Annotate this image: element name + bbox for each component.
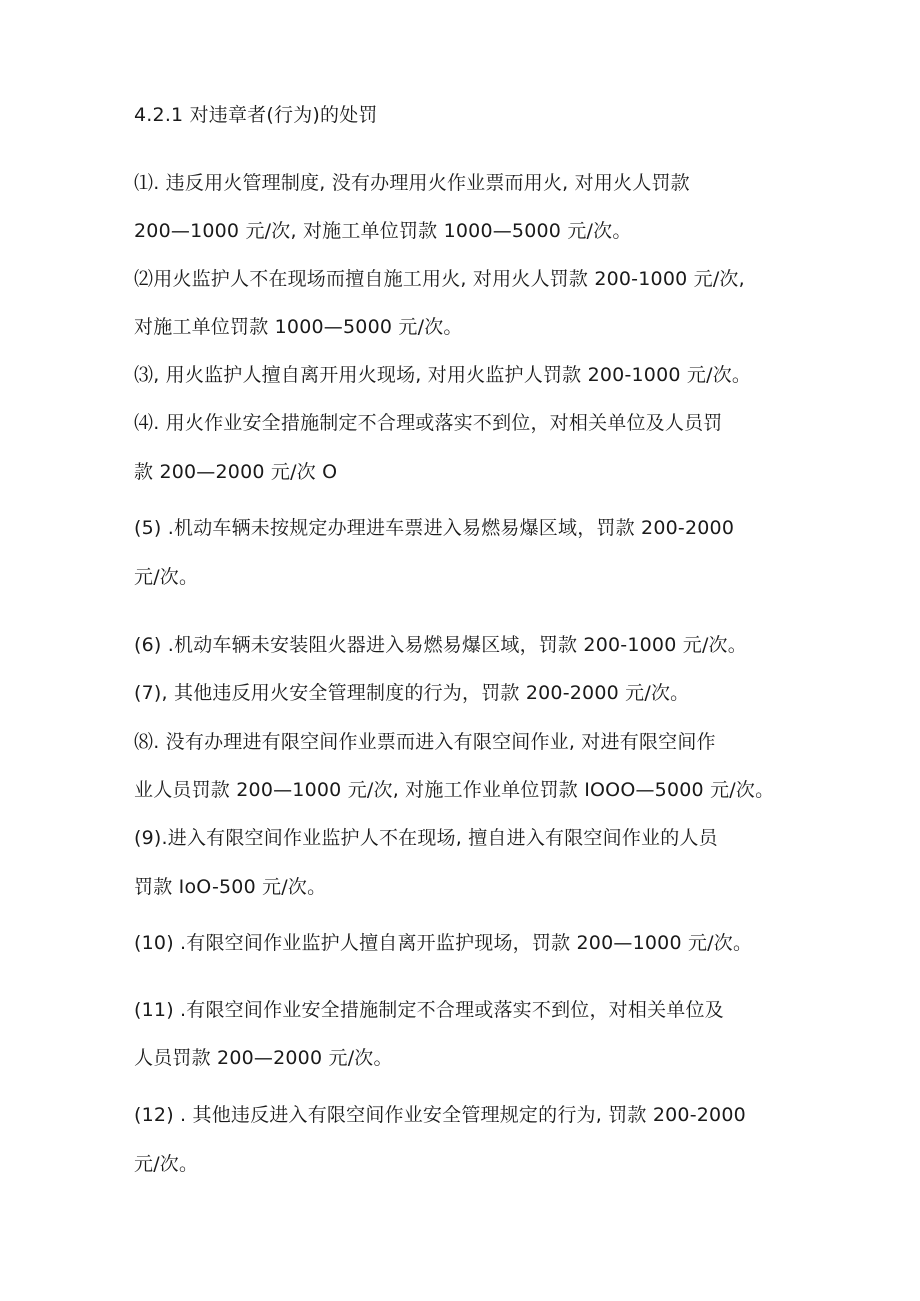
- paragraph-1-line-1: ⑴. 违反用火管理制度, 没有办理用火作业票而用火, 对用火人罚款: [134, 172, 690, 194]
- paragraph-6-line-1: (6) .机动车辆未安装阻火器进入易燃易爆区域，罚款 200-1000 元/次。: [134, 634, 747, 656]
- paragraph-2-line-2: 对施工单位罚款 1000—5000 元/次。: [134, 316, 463, 338]
- paragraph-9-line-1: (9).进入有限空间作业监护人不在现场, 擅自进入有限空间作业的人员: [134, 827, 718, 849]
- paragraph-10-line-1: (10) .有限空间作业监护人擅自离开监护现场，罚款 200—1000 元/次。: [134, 932, 753, 954]
- paragraph-5-line-1: (5) .机动车辆未按规定办理进车票进入易燃易爆区域，罚款 200-2000: [134, 517, 735, 539]
- section-heading: 4.2.1 对违章者(行为)的处罚: [134, 104, 378, 126]
- paragraph-12-line-1: (12) . 其他违反进入有限空间作业安全管理规定的行为, 罚款 200-2000: [134, 1104, 746, 1126]
- paragraph-12-line-2: 元/次。: [134, 1153, 199, 1175]
- paragraph-8-line-1: ⑻. 没有办理进有限空间作业票而进入有限空间作业, 对进有限空间作: [134, 731, 716, 753]
- paragraph-11-line-2: 人员罚款 200—2000 元/次。: [134, 1047, 393, 1069]
- paragraph-9-line-2: 罚款 IoO-500 元/次。: [134, 876, 327, 898]
- paragraph-2-line-1: ⑵用火监护人不在现场而擅自施工用火, 对用火人罚款 200-1000 元/次,: [134, 268, 745, 290]
- paragraph-5-line-2: 元/次。: [134, 566, 199, 588]
- paragraph-4-line-1: ⑷. 用火作业安全措施制定不合理或落实不到位，对相关单位及人员罚: [134, 412, 723, 434]
- paragraph-3-line-1: ⑶, 用火监护人擅自离开用火现场, 对用火监护人罚款 200-1000 元/次。: [134, 364, 752, 386]
- paragraph-7-line-1: (7), 其他违反用火安全管理制度的行为，罚款 200-2000 元/次。: [134, 682, 690, 704]
- paragraph-1-line-2: 200—1000 元/次, 对施工单位罚款 1000—5000 元/次。: [134, 220, 632, 242]
- paragraph-8-line-2: 业人员罚款 200—1000 元/次, 对施工作业单位罚款 IOOO—5000 元/次。: [134, 779, 775, 801]
- paragraph-4-line-2: 款 200—2000 元/次 O: [134, 461, 338, 483]
- paragraph-11-line-1: (11) .有限空间作业安全措施制定不合理或落实不到位，对相关单位及: [134, 999, 724, 1021]
